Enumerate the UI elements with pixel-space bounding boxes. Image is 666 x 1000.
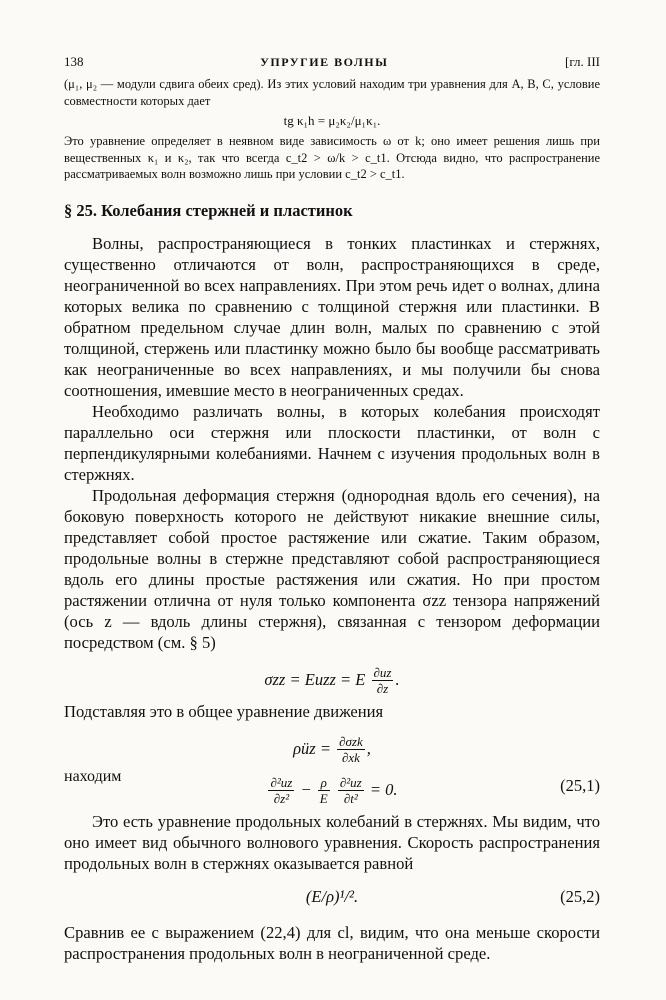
section-title: § 25. Колебания стержней и пластинок [64,200,353,220]
eq3-den2: E [319,790,328,806]
eq3-num3: ∂²uz [339,774,362,790]
eq3-den1: ∂z² [273,790,290,806]
eq3-num1: ∂²uz [270,774,293,790]
intro-text-2: Это уравнение определяет в неявном виде зависимость ω от k; оно имеет решения лишь при вещественных κ₁ и κ₂, так что всегда c_t2 > ω/k > c_t1. Отсюда видно, что распространение рассматриваемых волн возможно лишь при условии c_t2 > c_t1. [64,134,600,181]
intro-text-1: (μ₁, μ₂ — модули сдвига обеих сред). Из этих условий находим три уравнения для A, B, C, условие совместности которых дает [64,77,600,108]
equation-number-25-1: (25,1) [560,775,600,795]
eq3-num2: ρ [318,776,330,791]
eq2-left: ρüz = [293,738,331,758]
equation-motion: ρüz = $\frac{\text{∂σzk}}{\partial xk}$ , [293,733,371,765]
final-paragraph: Сравнив ее с выражением (22,4) для cl, видим, что она меньше скорости распространения продольных волн в неограниченной среде. [64,922,600,963]
page [64,54,600,964]
intro-equation: tg κ₁h = μ₂κ₂/μ₁κ₁. [283,113,381,128]
equation-25-2 [64,881,600,915]
text-after-eq1: Подставляя это в общее уравнение движения [64,701,384,721]
equation-stress: σzz = Euzz = E $\frac{\partial uz}{\partial z}$ . [264,664,400,696]
equation-number-25-2: (25,2) [560,886,600,906]
eq1-num: ∂uz [373,664,392,680]
paragraph-2: Необходимо различать волны, в которых колебания происходят параллельно оси стержня или плоскости пластинки, от волн с перпендикулярными колебаниями. Начнем с изучения продольных волн в стержнях. [64,401,600,484]
chapter-label: [гл. III [565,54,600,69]
paragraph-3: Продольная деформация стержня (однородная вдоль его сечения), на боковую поверхность которого не действуют никакие внешние силы, представляет собой простое растяжение или сжатие. Таким образом, продольные волны в стержне представляют собой распространяющиеся вдоль его длины простые растяжения или сжатия. Но при простом растяжении отлична от нуля только компонента σzz тензора напряжений (ось z — вдоль длины стержня), связанная с тензором деформации посредством (см. § 5) [64,485,600,652]
running-header [64,54,600,76]
eq3-den3: ∂t² [343,790,358,806]
eq2-den: ∂xk [341,749,360,765]
equation-25-1: находим $\frac{\text{∂²uz}}{\text{∂z²}}$ − $\frac{\rho}{E}$ $\frac{\text{∂²uz}}{\text{∂t²}}$ = 0. (25,1) [64,767,600,806]
page-number: 138 [64,54,84,69]
eq1-left: σzz = Euzz = E [264,669,366,689]
running-title: УПРУГИЕ ВОЛНЫ [260,55,389,69]
eq4-expr: (E/ρ)¹/². [305,886,359,906]
eq3-tail: = 0. [369,779,398,799]
eq2-num: ∂σzk [339,733,363,749]
eq1-den: ∂z [376,680,389,696]
lead-word: находим [64,767,122,785]
paragraph-1: Волны, распространяющиеся в тонких пластинках и стержнях, существенно отличаются от волн, распространяющихся в среде, неограниченной во всех направлениях. При этом речь идет о волнах, длина которых велика по сравнению с толщиной стержня или пластинки. В обратном предельном случае длин волн, малых по сравнению с этой толщиной, стержень или пластинку можно было бы вообще рассматривать как неограниченные во всех направлениях, и мы получили бы снова соотношения, имевшие место в неограниченных средах. [64,233,600,400]
paragraph-4: Это есть уравнение продольных колебаний в стержнях. Мы видим, что оно имеет вид обычного волнового уравнения. Скорость распространения продольных волн в стержнях оказывается равной [64,811,600,873]
